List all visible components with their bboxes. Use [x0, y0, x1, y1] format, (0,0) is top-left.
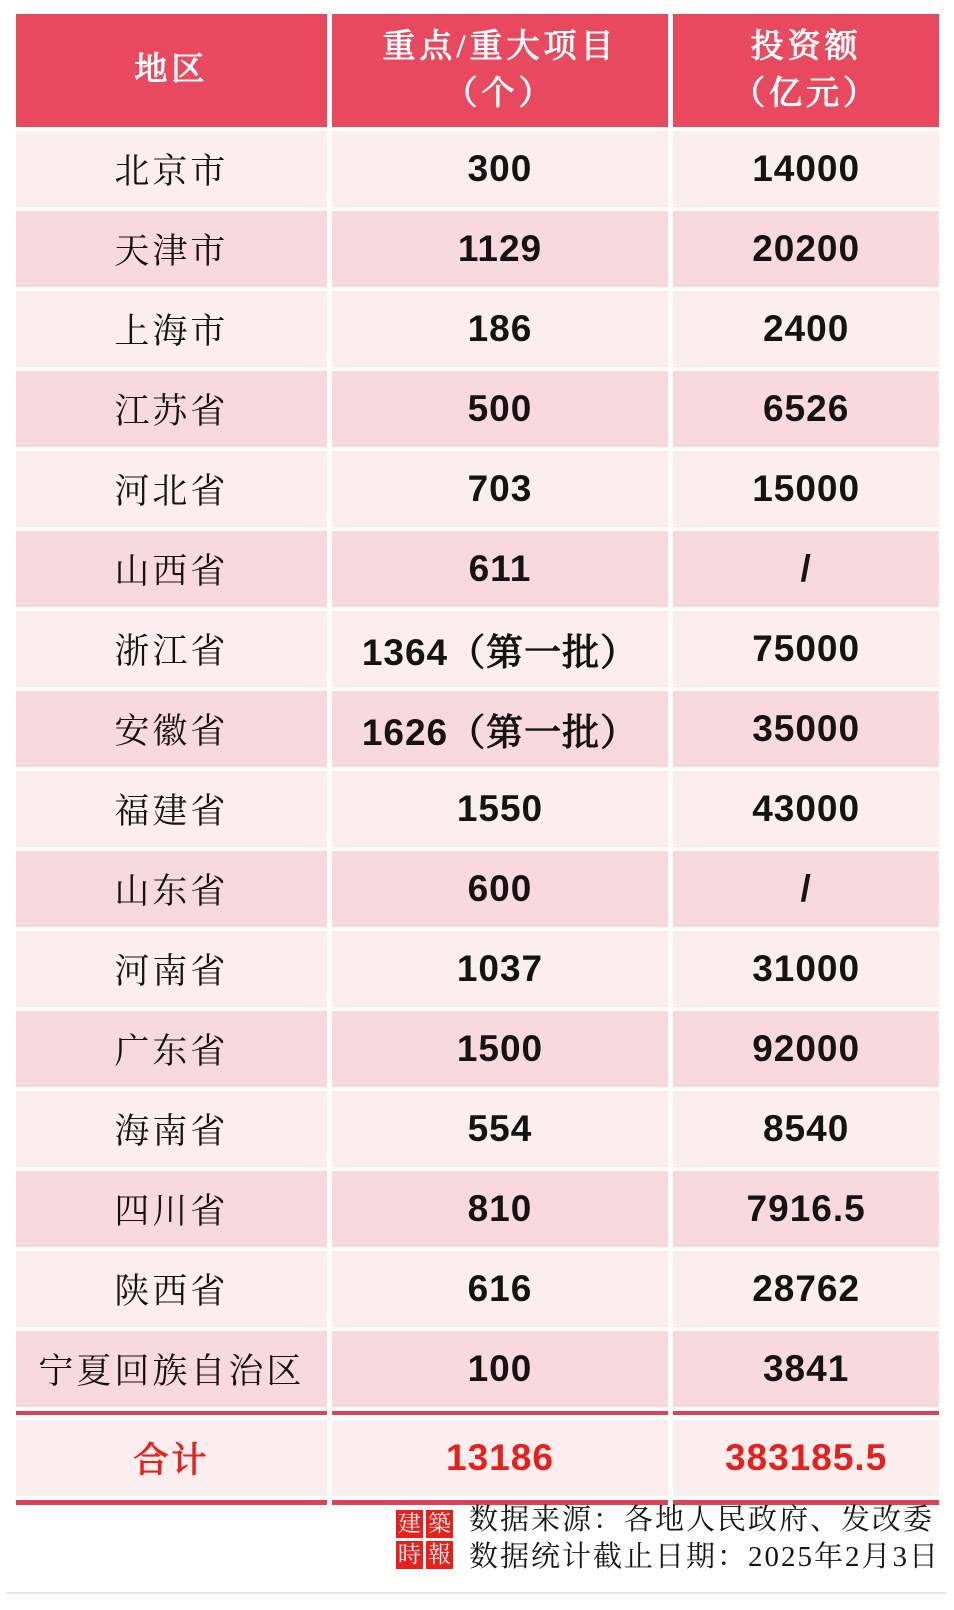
- investment-cell: 20200: [673, 211, 939, 287]
- table-row-guangdong: [16, 1011, 939, 1087]
- projects-cell: 1129: [332, 211, 669, 287]
- table-row-henan: [16, 931, 939, 1007]
- table-row-jiangsu: [16, 371, 939, 447]
- region-cell: 天津市: [16, 211, 327, 287]
- region-cell: 宁夏回族自治区: [16, 1331, 327, 1407]
- region-cell: 上海市: [16, 291, 327, 367]
- investment-cell: 8540: [673, 1091, 939, 1167]
- investment-cell: 7916.5: [673, 1171, 939, 1247]
- construction-times-logo: [396, 1510, 453, 1569]
- investment-cell: 35000: [673, 691, 939, 767]
- table-total-row: [16, 1420, 939, 1496]
- total-projects-cell: 13186: [332, 1420, 669, 1496]
- projects-cell: 186: [332, 291, 669, 367]
- footer: [396, 1502, 940, 1576]
- logo-tile: 時: [397, 1541, 421, 1567]
- investment-cell: 2400: [673, 291, 939, 367]
- projects-cell: 600: [332, 851, 669, 927]
- logo-tile: 建: [397, 1510, 421, 1536]
- table-row-anhui: [16, 691, 939, 767]
- projects-cell: 554: [332, 1091, 669, 1167]
- header-investment-line2: （亿元）: [732, 75, 881, 112]
- rule-segment: [16, 1411, 327, 1415]
- table-row-hainan: [16, 1091, 939, 1167]
- header-projects-line2: （个）: [444, 75, 556, 112]
- total-label-cell: 合计: [16, 1420, 327, 1496]
- total-investment-cell: 383185.5: [673, 1420, 939, 1496]
- total-top-rule: [16, 1411, 939, 1415]
- projects-cell: 500: [332, 371, 669, 447]
- investment-cell: /: [673, 851, 939, 927]
- table-row-tianjin: [16, 211, 939, 287]
- table-header-row: [16, 14, 939, 127]
- investment-cell: 15000: [673, 451, 939, 527]
- projects-cell: 100: [332, 1331, 669, 1407]
- table-row-zhejiang: [16, 611, 939, 687]
- investment-cell: 3841: [673, 1331, 939, 1407]
- investment-cell: 6526: [673, 371, 939, 447]
- table-row-fujian: [16, 771, 939, 847]
- bottom-divider: [6, 1592, 947, 1594]
- region-cell: 海南省: [16, 1091, 327, 1167]
- footer-text: [469, 1502, 940, 1576]
- table-row-shanxi: [16, 531, 939, 607]
- region-cell: 北京市: [16, 131, 327, 207]
- logo-tile: 築: [427, 1510, 451, 1536]
- region-cell: 浙江省: [16, 611, 327, 687]
- projects-cell: 611: [332, 531, 669, 607]
- table-row-shandong: [16, 851, 939, 927]
- projects-cell: 1626（第一批）: [332, 691, 669, 767]
- region-cell: 河南省: [16, 931, 327, 1007]
- region-cell: 四川省: [16, 1171, 327, 1247]
- projects-cell: 616: [332, 1251, 669, 1327]
- region-cell: 福建省: [16, 771, 327, 847]
- header-cell-region: [16, 14, 327, 127]
- investment-cell: /: [673, 531, 939, 607]
- region-cell: 陕西省: [16, 1251, 327, 1327]
- investment-cell: 43000: [673, 771, 939, 847]
- header-cell-projects: [332, 14, 669, 127]
- table-row-shanghai: [16, 291, 939, 367]
- investment-cell: 75000: [673, 611, 939, 687]
- data-source-line: 数据来源：各地人民政府、发改委: [468, 1504, 934, 1536]
- region-cell: 河北省: [16, 451, 327, 527]
- projects-cell: 703: [332, 451, 669, 527]
- table-row-ningxia: [16, 1331, 939, 1407]
- table-row-beijing: [16, 131, 939, 207]
- header-region-label: 地区: [134, 52, 209, 88]
- rule-segment: [673, 1411, 939, 1415]
- investment-cell: 31000: [673, 931, 939, 1007]
- header-investment-line1: 投资额: [750, 28, 862, 65]
- region-cell: 江苏省: [16, 371, 327, 447]
- projects-cell: 1364（第一批）: [332, 611, 669, 687]
- investment-cell: 92000: [673, 1011, 939, 1087]
- region-cell: 山东省: [16, 851, 327, 927]
- rule-segment: [16, 1500, 327, 1505]
- investment-cell: 28762: [673, 1251, 939, 1327]
- investment-cell: 14000: [673, 131, 939, 207]
- rule-segment: [332, 1411, 669, 1415]
- region-cell: 安徽省: [16, 691, 327, 767]
- header-cell-investment: [673, 14, 939, 127]
- projects-cell: 810: [332, 1171, 669, 1247]
- projects-cell: 1037: [332, 931, 669, 1007]
- region-cell: 广东省: [16, 1011, 327, 1087]
- table-row-hebei: [16, 451, 939, 527]
- logo-tile: 報: [427, 1541, 451, 1567]
- projects-cell: 1550: [332, 771, 669, 847]
- data-table: [16, 14, 939, 1505]
- projects-cell: 300: [332, 131, 669, 207]
- header-projects-line1: 重点/重大项目: [382, 28, 618, 65]
- projects-cell: 1500: [332, 1011, 669, 1087]
- table-row-shaanxi: [16, 1251, 939, 1327]
- table-row-sichuan: [16, 1171, 939, 1247]
- data-cutoff-line: 数据统计截止日期：2025年2月3日: [468, 1541, 940, 1573]
- region-cell: 山西省: [16, 531, 327, 607]
